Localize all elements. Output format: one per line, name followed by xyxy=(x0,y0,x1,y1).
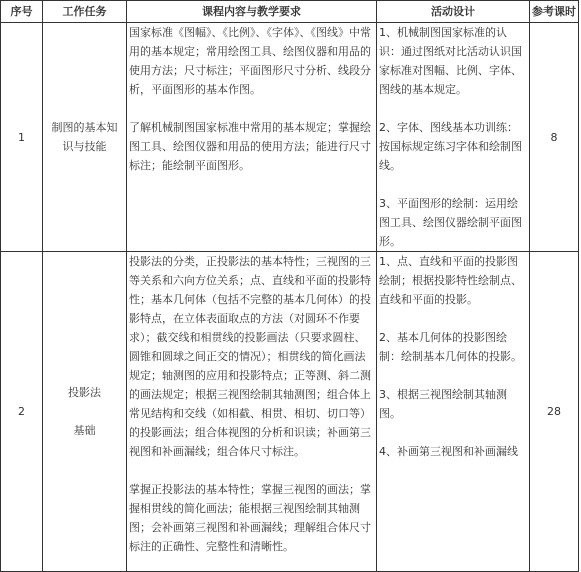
header-content: 课程内容与教学要求 xyxy=(127,1,377,23)
activity-paragraph: 4、补画第三视图和补画漏线 xyxy=(379,445,518,458)
table-row xyxy=(1,23,579,252)
row-content xyxy=(127,23,377,252)
row-content xyxy=(127,252,377,572)
activity-paragraph: 1、点、直线和平面的投影图绘制；根据投影特性绘制点、直线和平面的投影。 xyxy=(379,255,522,306)
row-seq: 2 xyxy=(1,252,43,572)
task-line: 制图的基本知 xyxy=(51,121,118,134)
row-activity xyxy=(377,252,530,572)
row-seq: 1 xyxy=(1,23,43,252)
activity-paragraph: 2、字体、图线基本功训练：按国标规定练习字体和绘制图线。 xyxy=(379,121,522,172)
row-task xyxy=(43,23,127,252)
row-activity xyxy=(377,23,530,252)
content-paragraph: 投影法的分类，正投影法的基本特性；三视图的三等关系和六向方位关系；点、直线和平面的投影特性；基本几何体（包括不完整的基本几何体）的投影特点，在立体表面取点的方法（对圆环不作要求）；截交线和相贯线的投影画法（只要求圆柱、圆锥和圆球之间正交的情况）；相贯线的简化画法规定；轴测图的应用和投影特点；正等测、斜二测的画法规定；根据三视图绘制其轴测图；组合体上常见结构和交线（如相截、相贯、相切、切口等）的投影画法；组合体视图的分析和识读；补画第三视图和补画漏线；组合体尺寸标注。 xyxy=(129,255,371,458)
header-activity: 活动设计 xyxy=(377,1,530,23)
content-paragraph: 了解机械制图国家标准中常用的基本规定；掌握绘图工具、绘图仪器和用品的使用方法；能进行尺寸标注；能绘制平面图形。 xyxy=(129,121,371,172)
row-hours: 28 xyxy=(530,252,579,572)
content-paragraph: 国家标准《图幅》、《比例》、《字体》、《图线》中常用的基本规定；常用绘图工具、绘图仪器和用品的使用方法；尺寸标注；平面图形尺寸分析、线段分析，平面图形的基本作图。 xyxy=(129,26,371,96)
task-line: 投影法 xyxy=(68,386,101,399)
content-paragraph: 掌握正投影法的基本特性；掌握三视图的画法；掌握相贯线的简化画法；能根据三视图绘制其轴测图；会补画第三视图和补画漏线；理解组合体尺寸标注的正确性、完整性和清晰性。 xyxy=(129,483,371,553)
header-hours: 参考课时 xyxy=(530,1,579,23)
activity-paragraph: 3、平面图形的绘制：运用绘图工具、绘图仪器绘制平面图形。 xyxy=(379,197,522,248)
activity-paragraph: 2、基本几何体的投影图绘制：绘制基本几何体的投影。 xyxy=(379,331,522,363)
task-spacer xyxy=(45,402,124,421)
activity-paragraph: 3、根据三视图绘制其轴测图。 xyxy=(379,388,507,420)
table-row xyxy=(1,252,579,572)
task-line: 识与技能 xyxy=(62,140,107,153)
row-hours: 8 xyxy=(530,23,579,252)
activity-paragraph: 1、机械制图国家标准的认识：通过图纸对比活动认识国家标准对图幅、比例、字体、图线的基本规定。 xyxy=(379,26,522,96)
header-seq: 序号 xyxy=(1,1,43,23)
header-task: 工作任务 xyxy=(43,1,127,23)
header-row xyxy=(1,1,579,23)
task-line: 基础 xyxy=(73,424,96,437)
row-task xyxy=(43,252,127,572)
